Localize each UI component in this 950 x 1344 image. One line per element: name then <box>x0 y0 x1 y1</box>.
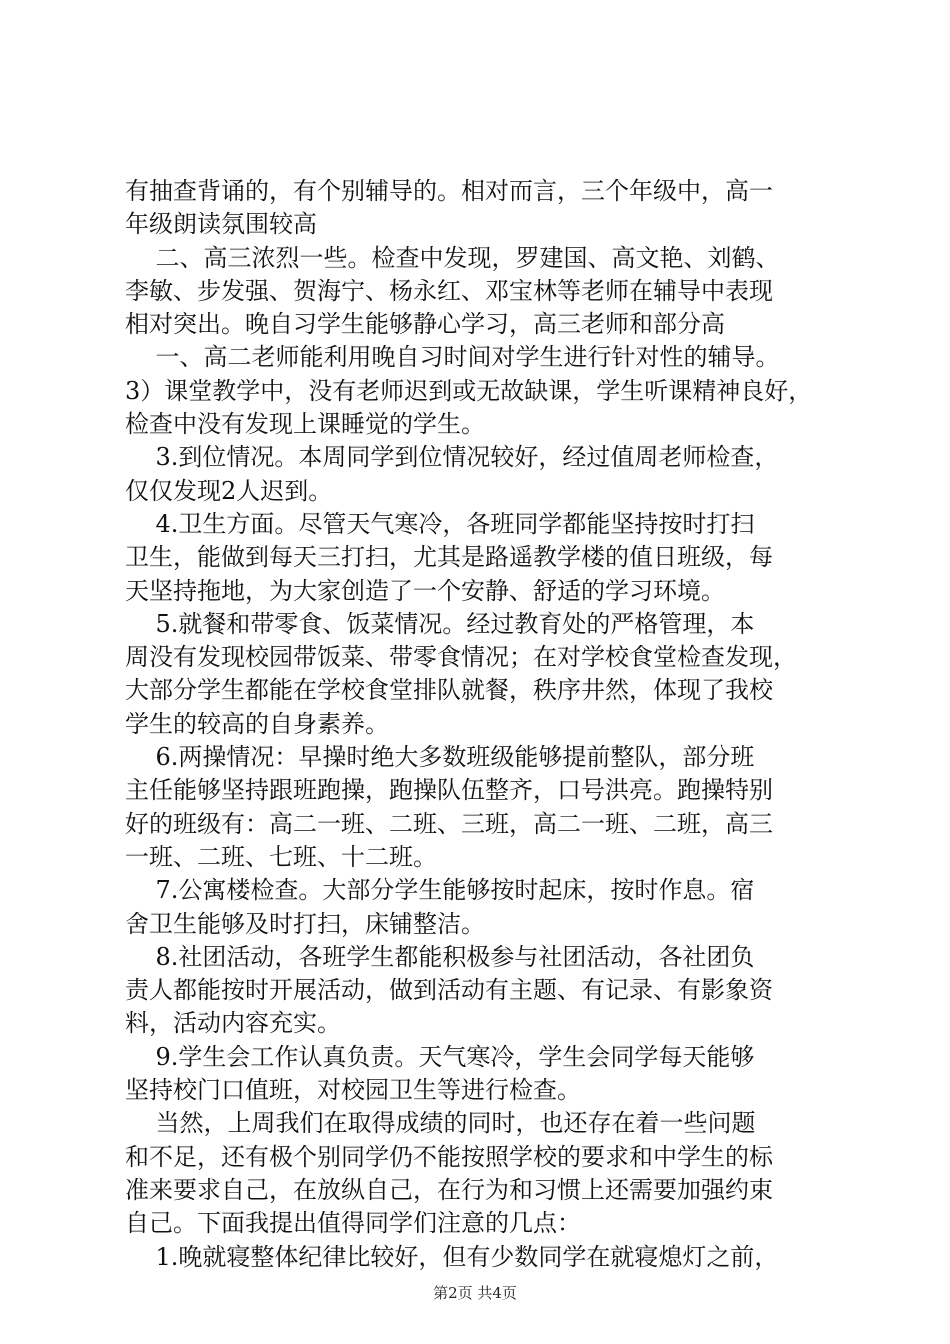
text-line: 责人都能按时开展活动，做到活动有主题、有记录、有影象资 <box>125 976 773 1005</box>
page-footer <box>0 1282 950 1303</box>
text-line: 准来要求自己，在放纵自己，在行为和习惯上还需要加强约束 <box>125 1175 773 1204</box>
text-line: 1.晚就寝整体纪律比较好，但有少数同学在就寝熄灯之前， <box>125 1242 779 1271</box>
text-line: 李敏、步发强、贺海宁、杨永红、邓宝林等老师在辅导中表现 <box>125 276 773 305</box>
text-line: 年级朗读氛围较高 <box>125 210 317 239</box>
text-line: 当然，上周我们在取得成绩的同时，也还存在着一些问题 <box>125 1109 756 1138</box>
text-line: 和不足，还有极个别同学仍不能按照学校的要求和中学生的标 <box>125 1142 773 1171</box>
text-line: 5.就餐和带零食、饭菜情况。经过教育处的严格管理，本 <box>125 609 755 638</box>
text-line: 相对突出。晚自习学生能够静心学习，高三老师和部分高 <box>125 310 725 339</box>
text-line: 舍卫生能够及时打扫，床铺整洁。 <box>125 909 485 938</box>
text-line: 学生的较高的自身素养。 <box>125 709 389 738</box>
text-line: 7.公寓楼检查。大部分学生能够按时起床，按时作息。宿 <box>125 876 755 905</box>
text-line: 自己。下面我提出值得同学们注意的几点： <box>125 1209 581 1238</box>
text-line: 检查中没有发现上课睡觉的学生。 <box>125 410 485 439</box>
text-line: 二、高三浓烈一些。检查中发现，罗建国、高文艳、刘鹤、 <box>125 243 780 272</box>
text-line: 3.到位情况。本周同学到位情况较好，经过值周老师检查， <box>125 443 779 472</box>
text-line: 6.两操情况：早操时绝大多数班级能够提前整队，部分班 <box>125 743 755 772</box>
text-line: 一、高二老师能利用晚自习时间对学生进行针对性的辅导。 <box>125 343 780 372</box>
text-line: 大部分学生都能在学校食堂排队就餐，秩序井然，体现了我校 <box>125 676 773 705</box>
text-line: 有抽查背诵的，有个别辅导的。相对而言，三个年级中，高一 <box>125 177 773 205</box>
text-line: 坚持校门口值班，对校园卫生等进行检查。 <box>125 1076 581 1105</box>
text-line: 3）课堂教学中，没有老师迟到或无故缺课，学生听课精神良好， <box>125 376 813 405</box>
text-line: 仅仅发现2人迟到。 <box>125 476 333 505</box>
body-text <box>125 175 845 1274</box>
text-line: 9.学生会工作认真负责。天气寒冷，学生会同学每天能够 <box>125 1042 755 1071</box>
text-line: 4.卫生方面。尽管天气寒冷，各班同学都能坚持按时打扫 <box>125 509 755 538</box>
text-line: 卫生，能做到每天三打扫，尤其是路遥教学楼的值日班级，每 <box>125 543 773 572</box>
text-line: 料，活动内容充实。 <box>125 1009 341 1038</box>
text-line: 周没有发现校园带饭菜、带零食情况；在对学校食堂检查发现， <box>125 643 797 672</box>
text-line: 好的班级有：高二一班、二班、三班，高二一班、二班，高三 <box>125 809 773 838</box>
page-number-label: 第2页 共4页 <box>433 1284 517 1302</box>
text-line: 8.社团活动，各班学生都能积极参与社团活动，各社团负 <box>125 942 755 971</box>
text-line: 天坚持拖地，为大家创造了一个安静、舒适的学习环境。 <box>125 576 725 605</box>
text-line: 一班、二班、七班、十二班。 <box>125 842 437 871</box>
text-line: 主任能够坚持跟班跑操，跑操队伍整齐，口号洪亮。跑操特别 <box>125 776 773 805</box>
